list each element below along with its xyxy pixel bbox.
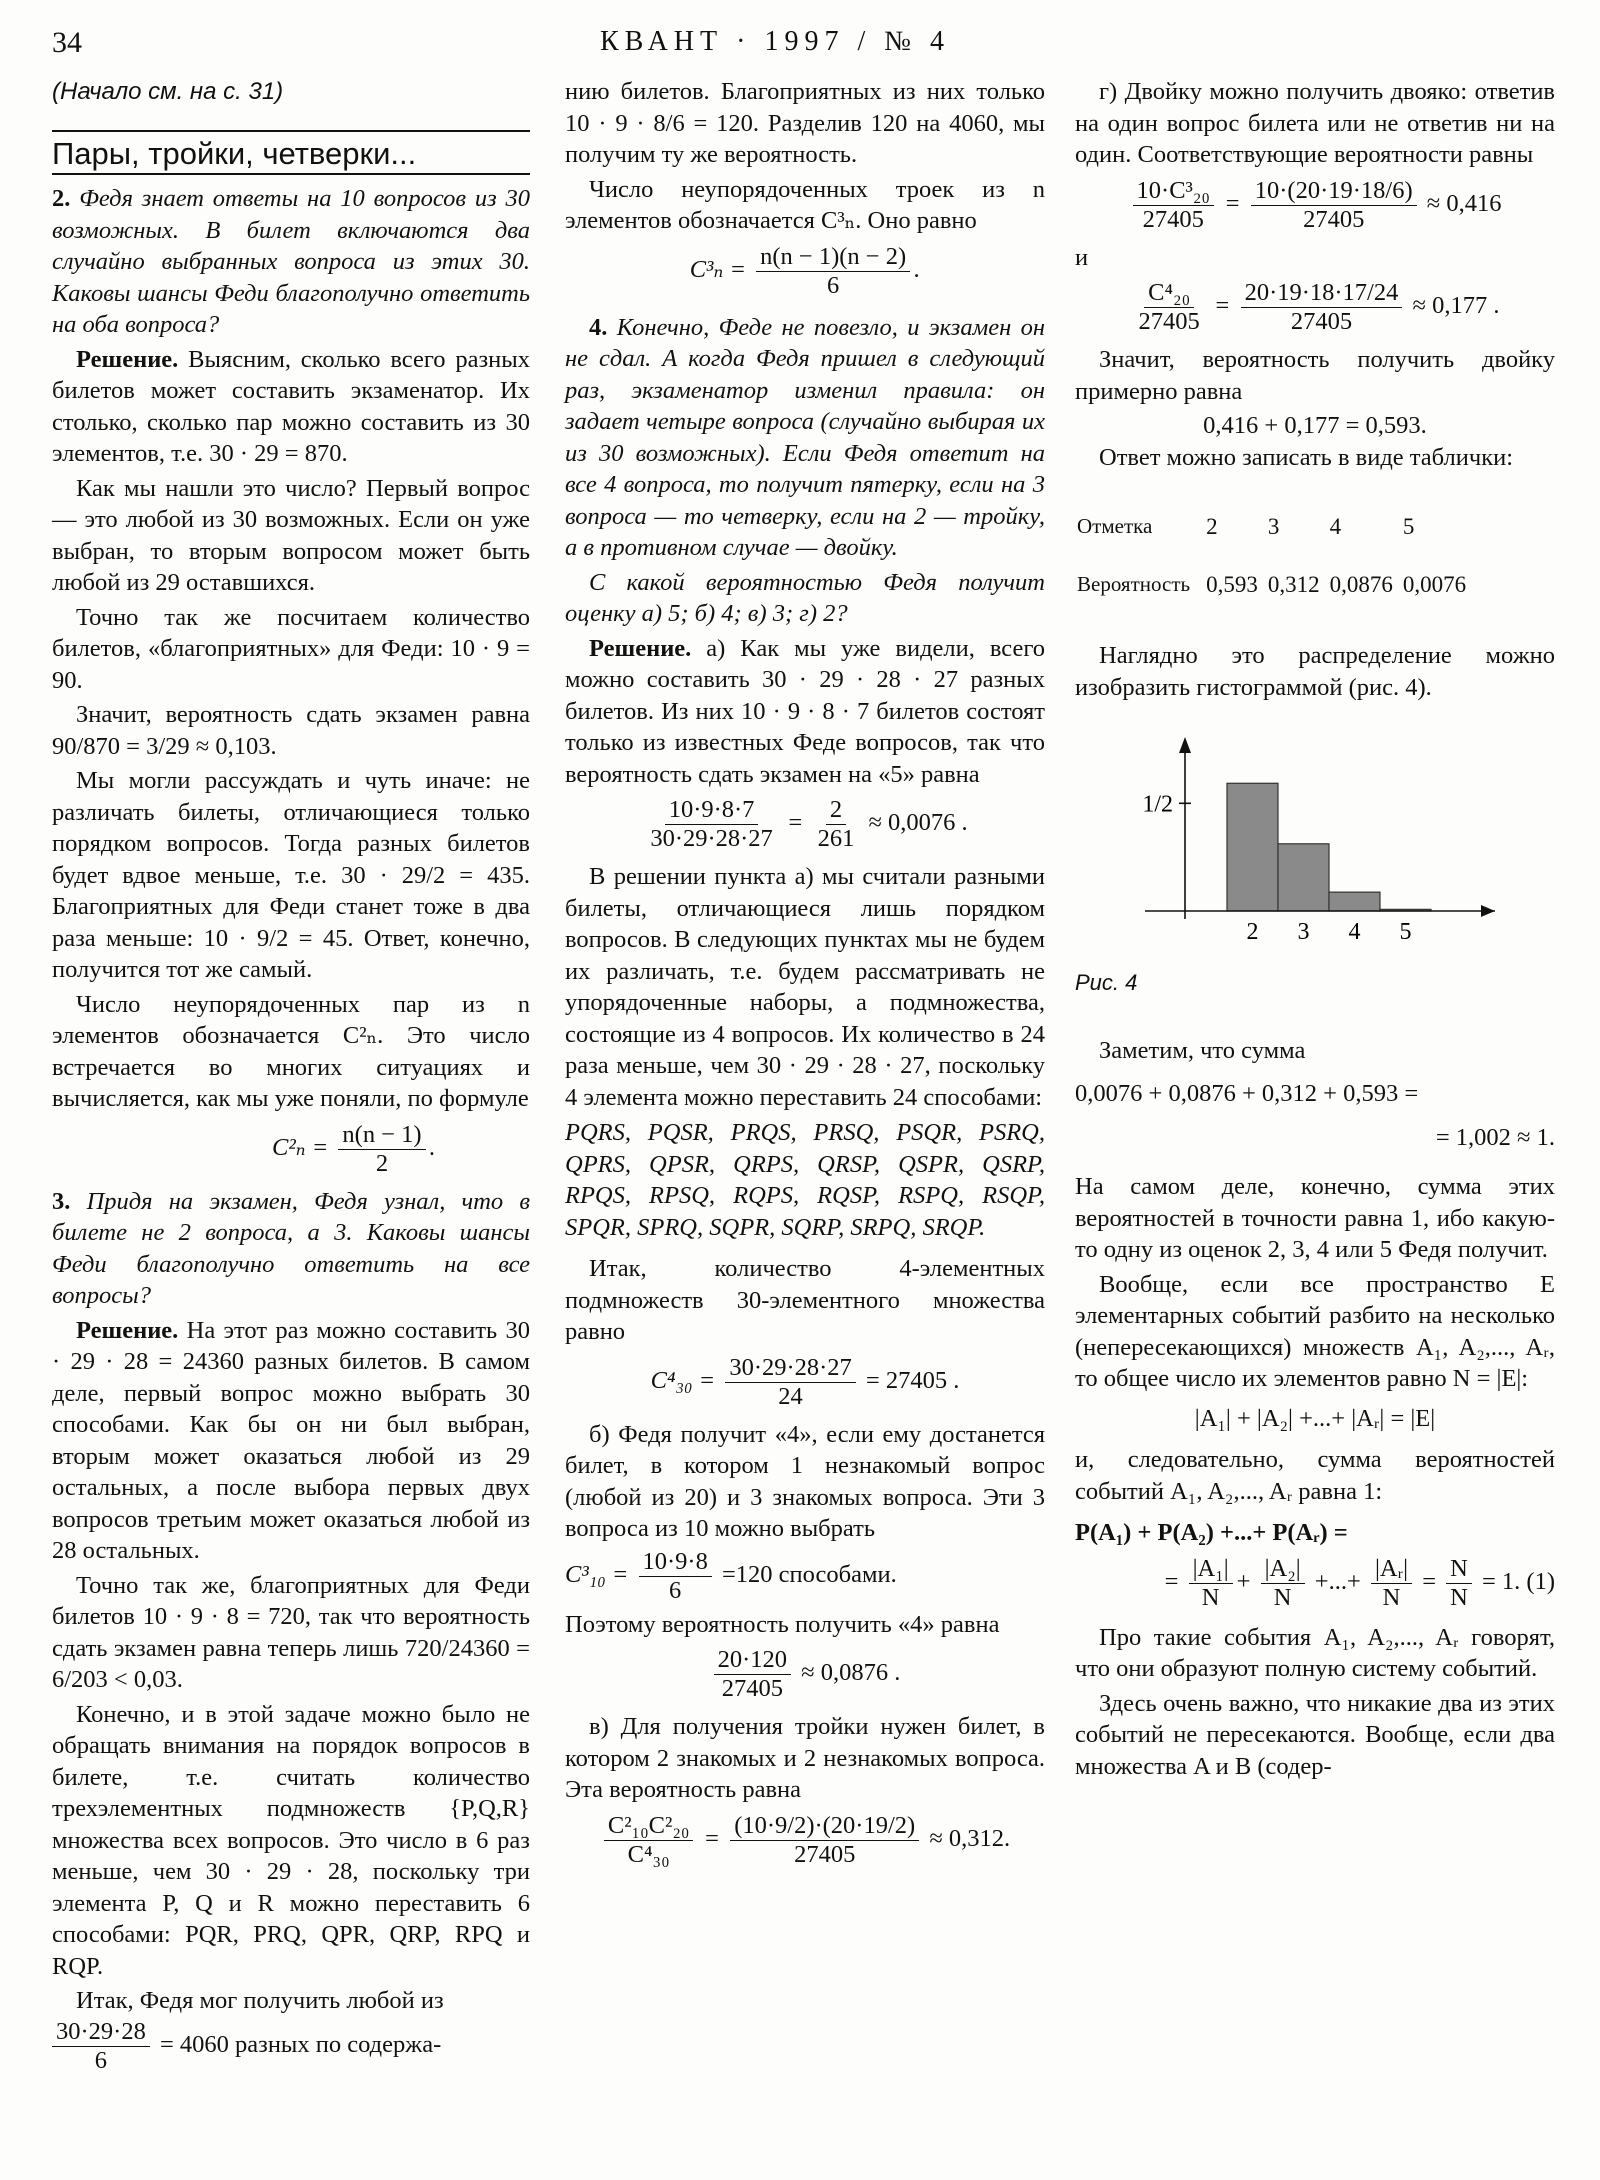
formula-result: = 27405 . (865, 1366, 960, 1394)
formula-prob-sum-2: = $\frac{\text{|A₁|}}{N}$ + $\frac{\text{|A₂|}}{N}$ +...+ $\frac{\text{|Aᵣ|}}{N}$ = $\frac{N}{N}$ = 1. (1) (1164, 1554, 1555, 1611)
formula-c2n: C²ₙ = $\frac{n(n - 1)}{2}$ . (272, 1120, 436, 1177)
paragraph: В решении пункта а) мы считали разными билеты, отличающиеся лишь порядком вопросов. В следующих пунктах мы не будем их различать, т.е. будем рассматривать не упорядоченные наборы, а подмножества, состоящие из 4 вопросов. Их количество в 24 раза меньше, чем 30 · 29 · 28 · 27, поскольку 4 элемента можно переставить 24 способами: (565, 863, 1045, 1111)
problem-4 (565, 312, 1045, 564)
grade-probability-table (1075, 497, 1476, 614)
paragraph: Как мы нашли это число? Первый вопрос — это любой из 30 возможных. Если он уже выбран, то вторым вопросом может быть любой из 29 оставшихся. (52, 474, 530, 596)
formula-grade-5 (565, 796, 1045, 853)
table-cell: 0,0076 (1402, 571, 1467, 597)
fraction (1135, 279, 1204, 336)
table-row (1077, 499, 1474, 555)
fraction (639, 1548, 712, 1605)
problem-4-text: Конечно, Феде не повезло, и экзамен он не сдал. А когда Федя пришел в следующий раз, экзаменатор изменил правила: он задает четыре вопроса (случайно выбирая их из 30 возможных). Если Федя ответит на все 4 вопроса, то получит пятерку, если на 3 вопроса — то четверку, если на 2 — тройку, а в противном случае — двойку. (565, 313, 1045, 561)
numerator: C⁴₂₀ (1144, 279, 1194, 308)
paragraph-text: Выясним, сколько всего разных билетов может составить экзаменатор. Их столько, сколько пар можно составить из 30 элементов, т.е. 30 · 29 = 870. (52, 345, 531, 467)
formula-grade-2b: $\frac{\text{C⁴₂₀}}{27405}$ = $\frac{20\cdot 19\cdot 18\cdot 17/24}{27405}$ ≈ 0,177 . (1075, 279, 1555, 336)
numerator: N (1446, 1555, 1472, 1584)
table-label: Вероятность (1077, 571, 1191, 596)
fraction (646, 796, 776, 853)
paragraph: нию билетов. Благоприятных из них только 10 · 9 · 8/6 = 120. Разделив 120 на 4060, мы получим ту же вероятность. (565, 78, 1045, 168)
formula-prob-sum-1: P(A₁) + P(A₂) +...+ P(Aᵣ) = (1075, 1519, 1348, 1546)
y-tick-label: 1/2 (1142, 791, 1173, 818)
fraction (714, 1646, 791, 1703)
numerator: C²₁₀C²₂₀ (604, 1812, 694, 1841)
fraction (1261, 1555, 1305, 1612)
formula-result: ≈ 0,0076 . (868, 809, 968, 837)
fraction (725, 1354, 855, 1411)
x-tick-label: 2 (1246, 919, 1259, 945)
paragraph: Мы могли рассуждать и чуть иначе: не различать билеты, отличающиеся только порядком вопросов. Тогда разных билетов будет вдвое меньше, т.е. 30 · 29/2 = 435. Благоприятных для Феди станет тоже в два раза меньше: 10 · 9/2 = 45. Ответ, конечно, получится тот же самый. (52, 767, 530, 983)
paragraph: Число неупорядоченных троек из n элементов обозначается C³ₙ. Оно равно (565, 175, 1045, 234)
conjunction: и (1075, 243, 1089, 271)
paragraph: Поэтому вероятность получить «4» равна (565, 1610, 1000, 1638)
table-cell: 0,312 (1267, 571, 1320, 597)
formula-result: ≈ 0,416 (1426, 189, 1502, 217)
paragraph: г) Двойку можно получить двояко: ответив на один вопрос билета или не ответив ни на один. Соответствующие вероятности равны (1075, 78, 1555, 168)
histogram-figure (1075, 731, 1555, 961)
numerator: 10·9·8·7 (665, 796, 759, 825)
formula-result: =120 способами. (721, 1560, 897, 1588)
solution-label: Решение. (76, 1316, 179, 1344)
paragraph: Вообще, если все пространство E элементарных событий разбито на несколько (непересекающихся) множеств A₁, A₂,..., Aᵣ, то общее число их элементов равно N = |E|: (1075, 1270, 1555, 1392)
table-cell: 5 (1402, 514, 1415, 539)
formula-grade-2a: $\frac{\text{10·C³₂₀}}{27405}$ = $\frac{10\cdot(20\cdot 19\cdot 18/6)}{27405}$ ≈ 0,416 (1075, 177, 1555, 234)
paragraph: Конечно, и в этой задаче можно было не обращать внимания на порядок вопросов в билете, т.е. считать количество трехэлементных подмножеств {P,Q,R} множества всех вопросов. Это число в 6 раз меньше, чем 30 · 29 · 28, поскольку три элемента P, Q и R можно переставить 6 способами: PQR, PRQ, QPR, QRP, RPQ и RQP. (52, 1700, 530, 1980)
formula-sum-line-1: 0,0076 + 0,0876 + 0,312 + 0,593 = (1075, 1080, 1419, 1107)
numerator: 20·19·18·17/24 (1241, 279, 1403, 308)
permutations-list: PQRS, PQSR, PRQS, PRSQ, PSQR, PSRQ, QPRS, QPSR, QRPS, QRSP, QSPR, QSRP, RPQS, RPSQ, RQPS, RQSP, RSPQ, RSQP, SPQR, SPRQ, SQPR, SQRP, SRPQ, SRQP. (565, 1119, 1045, 1241)
solution-label: Решение. (589, 634, 692, 662)
denominator: N (1273, 1583, 1292, 1611)
column-2 (565, 76, 1045, 1877)
fraction (52, 2018, 150, 2075)
fraction (1446, 1555, 1472, 1612)
page-number: 34 (52, 26, 82, 59)
paragraph: Точно так же посчитаем количество билетов, «благоприятных» для Феди: 10 · 9 = 90. (52, 603, 530, 694)
numerator: |Aᵣ| (1371, 1555, 1412, 1584)
formula-left: C²ₙ = (272, 1133, 329, 1161)
paragraph: Ответ можно записать в виде таблички: (1099, 443, 1514, 471)
denominator: C⁴₃₀ (627, 1840, 670, 1868)
problem-2-number: 2. (52, 185, 71, 212)
fraction (756, 243, 910, 300)
histogram-bar-4 (1329, 892, 1380, 911)
formula-result: ≈ 0,0876 . (801, 1659, 901, 1687)
denominator: 30·29·28·27 (650, 825, 773, 852)
numerator: n(n − 1) (338, 1121, 425, 1150)
formula-c3n: C³ₙ = $\frac{n(n - 1)(n - 2)}{6}$ . (689, 242, 921, 299)
denominator: N (1450, 1583, 1468, 1611)
equals-sign: = (786, 809, 804, 837)
paragraph: Про такие события A₁, A₂,..., Aᵣ говорят, что они образуют полную систему событий. (1075, 1623, 1555, 1682)
fraction (814, 796, 859, 853)
paragraph: На самом деле, конечно, сумма этих вероятностей в точности равна 1, ибо какую-то одну из оценок 2, 3, 4 или 5 Федя получит. (1075, 1173, 1555, 1263)
paragraph: б) Федя получит «4», если ему достанется билет, в котором 1 незнакомый вопрос (любой из 20) и 3 знакомых вопроса. Эти 3 вопроса из 10 можно выбрать (565, 1420, 1045, 1542)
denominator: 27405 (1303, 205, 1365, 233)
formula-result: ≈ 0,177 . (1412, 292, 1500, 320)
denominator: 2 (375, 1149, 389, 1177)
formula-sum-line-2: = 1,002 ≈ 1. (1435, 1123, 1555, 1151)
paragraph (565, 633, 1045, 791)
denominator: N (1201, 1583, 1220, 1611)
continuation-note: (Начало см. на с. 31) (52, 78, 284, 105)
formula-sum-grade-2: 0,416 + 0,177 = 0,593. (1203, 412, 1427, 439)
table-cell: 0,0876 (1329, 571, 1393, 597)
numerator: 30·29·28·27 (725, 1354, 855, 1383)
paragraph: Итак, количество 4-элементных подмножеств 30-элементного множества равно (565, 1255, 1045, 1345)
numerator: |A₂| (1261, 1555, 1305, 1584)
numerator: 10·(20·19·18/6) (1251, 177, 1417, 206)
table-cell: 2 (1206, 514, 1218, 539)
fraction (730, 1812, 919, 1869)
formula-continuation: = 4060 разных по содержа- (159, 2030, 442, 2058)
page-header (0, 22, 1600, 62)
figure-caption: Рис. 4 (1075, 970, 1138, 995)
denominator: 27405 (794, 1840, 856, 1868)
problem-4-question: С какой вероятностью Федя получит оценку а) 5; б) 4; в) 3; г) 2? (565, 568, 1045, 627)
problem-2 (52, 183, 530, 341)
paragraph: Точно так же, благоприятных для Феди билетов 10 · 9 · 8 = 720, так что вероятность сдать экзамен равна теперь лишь 720/24360 = 6/203 < 0,03. (52, 1571, 530, 1693)
numerator: n(n − 1)(n − 2) (756, 243, 910, 272)
fraction (1251, 177, 1417, 234)
section-title: Пары, тройки, четверки... (52, 130, 530, 176)
paragraph: и, следовательно, сумма вероятностей событий A₁, A₂,..., Aᵣ равна 1: (1075, 1446, 1555, 1505)
formula-grade-4 (565, 1646, 1045, 1703)
numerator: 10·9·8 (639, 1548, 712, 1577)
formula-result: ≈ 0,312. (929, 1824, 1011, 1852)
fraction (1133, 177, 1214, 234)
formula-union-size: |A₁| + |A₂| +...+ |Aᵣ| = |E| (1194, 1404, 1436, 1432)
paragraph: Итак, Федя мог получить любой из (76, 1987, 444, 2014)
y-axis-arrow (1179, 737, 1191, 753)
histogram-bar-3 (1278, 844, 1329, 911)
denominator: 261 (817, 825, 855, 852)
paragraph-text: На этот раз можно составить 30 · 29 · 28 = 24360 разных билетов. В самом деле, первый вопрос можно выбрать 30 способами. Как бы он ни был выбран, вторым может оказаться любой из 29 остальных, а после выбора первых двух вопросов третьим может оказаться любой из 28 остальных. (52, 1316, 531, 1564)
denominator: 6 (669, 1576, 682, 1604)
denominator: 6 (827, 271, 840, 299)
table-cell: 3 (1267, 514, 1280, 539)
numerator: |A₁| (1189, 1555, 1233, 1584)
numerator: 10·C³₂₀ (1133, 177, 1214, 206)
equals-sign: = (1164, 1567, 1179, 1595)
problem-4-number: 4. (589, 313, 608, 341)
solution-label: Решение. (76, 345, 179, 373)
paragraph: Заметим, что сумма (1099, 1036, 1306, 1064)
numerator: 20·120 (714, 1646, 791, 1675)
numerator: 30·29·28 (52, 2018, 150, 2047)
formula-c310 (565, 1548, 1045, 1605)
problem-2-text: Федя знает ответы на 10 вопросов из 30 возможных. В билет включаются два случайно выбранных вопроса из этих 30. Каковы шансы Феди благополучно ответить на оба вопроса? (52, 185, 531, 338)
histogram-chart (1075, 731, 1555, 961)
x-tick-label: 4 (1348, 919, 1361, 945)
paragraph: Наглядно это распределение можно изобразить гистограммой (рис. 4). (1075, 642, 1555, 701)
denominator: N (1382, 1583, 1401, 1611)
x-tick-label: 5 (1399, 919, 1412, 945)
paragraph: в) Для получения тройки нужен билет, в котором 2 знакомых и 2 незнакомых вопроса. Эта вероятность равна (565, 1713, 1045, 1803)
equation-label: = 1. (1) (1481, 1567, 1555, 1595)
denominator: 27405 (1142, 205, 1204, 233)
paragraph (52, 1315, 530, 1567)
denominator: 24 (778, 1382, 803, 1410)
numerator: (10·9/2)·(20·19/2) (730, 1812, 919, 1841)
table-row (1077, 557, 1474, 613)
ellipsis: +...+ (1314, 1567, 1361, 1595)
problem-3 (52, 1186, 530, 1312)
fraction (1371, 1555, 1412, 1612)
column-3 (1075, 76, 1555, 1785)
fraction (338, 1121, 425, 1178)
formula-4060 (52, 2018, 530, 2075)
table-cell: 4 (1329, 514, 1342, 539)
formula-grade-3: $\frac{\text{C²₁₀C²₂₀}}{\text{C⁴₃₀}}$ = $\frac{(10\cdot 9/2)\cdot(20\cdot 19/2)}{27405}$ ≈ 0,312. (565, 1812, 1045, 1869)
paragraph: Число неупорядоченных пар из n элементов обозначается C²ₙ. Это число встречается во многих ситуациях и вычисляется, как мы уже поняли, по формуле (52, 990, 530, 1112)
journal-title: КВАНТ · 1997 / № 4 (600, 26, 950, 57)
denominator: 27405 (1138, 308, 1200, 335)
problem-3-number: 3. (52, 1187, 71, 1215)
paragraph-text: а) Как мы уже видели, всего можно составить 30 · 29 · 28 · 27 разных билетов. Из них 10 · 9 · 8 · 7 билетов состоят только из известных Феде вопросов, так что вероятность сдать экзамен на «5» равна (565, 634, 1046, 788)
fraction (1189, 1555, 1233, 1612)
x-axis-arrow (1481, 905, 1495, 917)
formula-left: C⁴₃₀ = (650, 1366, 716, 1394)
paragraph: Значит, вероятность сдать экзамен равна 90/870 = 3/29 ≈ 0,103. (52, 701, 530, 760)
numerator: 2 (826, 796, 846, 825)
formula-c430 (565, 1354, 1045, 1411)
fraction (1241, 279, 1403, 336)
paragraph: Значит, вероятность получить двойку примерно равна (1075, 346, 1555, 405)
denominator: 27405 (721, 1675, 783, 1702)
table-label: Отметка (1077, 514, 1153, 538)
paragraph: Здесь очень важно, что никакие два из этих событий не пересекаются. Вообще, если два множества A и B (содер- (1075, 1689, 1555, 1780)
histogram-bar-2 (1227, 783, 1278, 911)
x-tick-label: 3 (1297, 919, 1310, 945)
formula-left: C³ₙ = (689, 255, 746, 283)
paragraph (52, 344, 530, 470)
table-cell: 0,593 (1206, 571, 1258, 597)
column-1 (52, 76, 530, 2075)
denominator: 6 (94, 2046, 108, 2074)
denominator: 27405 (1290, 308, 1353, 335)
problem-3-text: Придя на экзамен, Федя узнал, что в билете не 2 вопроса, а 3. Каковы шансы Феди благополучно ответить на все вопросы? (52, 1187, 530, 1309)
fraction (604, 1812, 694, 1869)
formula-left: C³₁₀ = (565, 1560, 629, 1588)
